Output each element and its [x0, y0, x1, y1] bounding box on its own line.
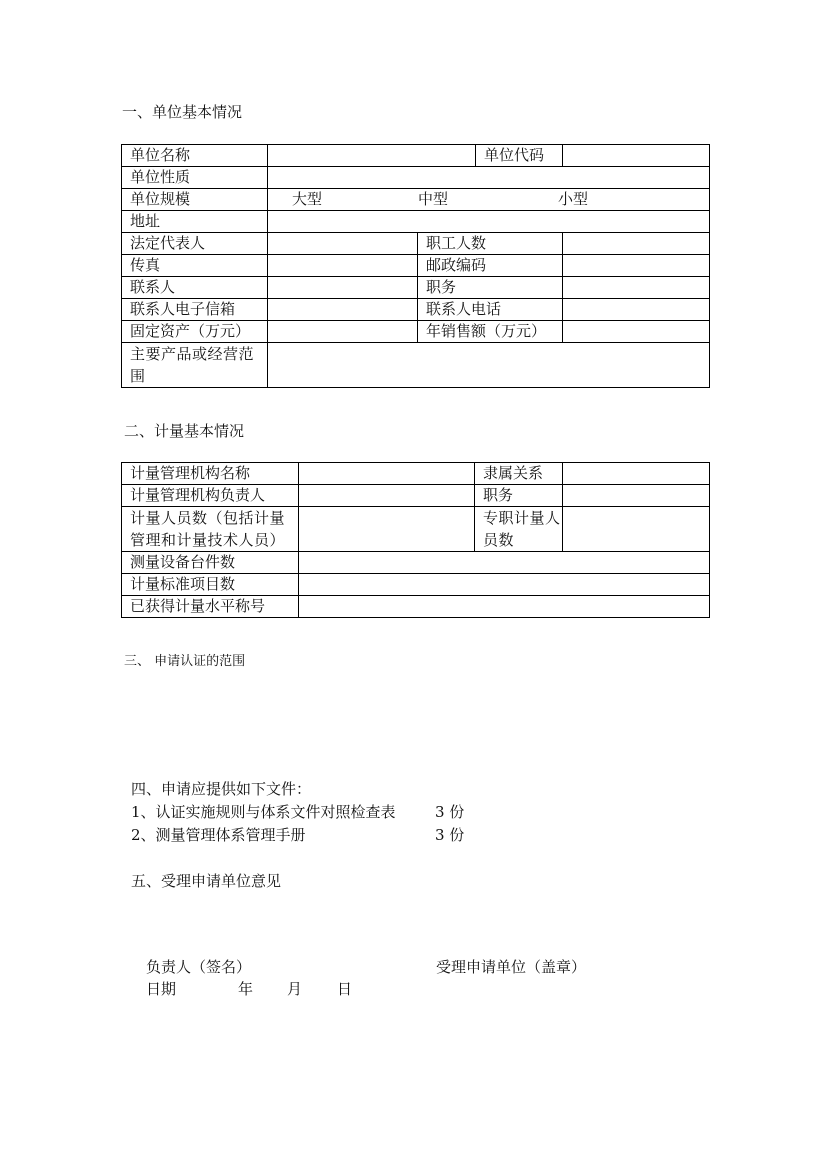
devices-label: 测量设备台件数 — [122, 552, 299, 574]
address-label: 地址 — [122, 211, 268, 233]
affiliation-label: 隶属关系 — [475, 463, 563, 485]
date-label: 日期 — [146, 980, 177, 998]
section3-title: 三、 申请认证的范围 — [124, 654, 246, 669]
phone-field[interactable] — [563, 299, 710, 321]
unit-name-field[interactable] — [268, 145, 476, 167]
org-head-field[interactable] — [299, 485, 475, 507]
org-position-label: 职务 — [475, 485, 563, 507]
document-item-1-count: 3 份 — [435, 803, 465, 821]
assets-label: 固定资产（万元） — [122, 321, 268, 343]
fulltime-staff-label: 专职计量人员数 — [475, 507, 563, 552]
unit-name-label: 单位名称 — [122, 145, 268, 167]
address-field[interactable] — [268, 211, 710, 233]
section4-title: 四、申请应提供如下文件： — [131, 780, 312, 798]
postcode-label: 邮政编码 — [418, 255, 563, 277]
standards-field[interactable] — [299, 574, 710, 596]
section1-title: 一、单位基本情况 — [122, 103, 243, 121]
affiliation-field[interactable] — [563, 463, 710, 485]
date-month-label: 月 — [287, 980, 303, 998]
opinion-area[interactable] — [131, 895, 709, 950]
postcode-field[interactable] — [563, 255, 710, 277]
scale-option-medium[interactable]: 中型 — [418, 190, 449, 208]
legal-rep-label: 法定代表人 — [122, 233, 268, 255]
phone-label: 联系人电话 — [418, 299, 563, 321]
fax-label: 传真 — [122, 255, 268, 277]
org-head-label: 计量管理机构负责人 — [122, 485, 299, 507]
fulltime-staff-field[interactable] — [563, 507, 710, 552]
unit-nature-label: 单位性质 — [122, 167, 268, 189]
document-item-2: 2、测量管理体系管理手册 — [131, 826, 306, 844]
unit-scale-label: 单位规模 — [122, 189, 268, 211]
fax-field[interactable] — [268, 255, 418, 277]
sales-label: 年销售额（万元） — [418, 321, 563, 343]
document-item-1: 1、认证实施规则与体系文件对照检查表 — [131, 803, 396, 821]
stamp-label: 受理申请单位（盖章） — [436, 958, 587, 976]
sales-field[interactable] — [563, 321, 710, 343]
certification-scope-area[interactable] — [124, 675, 709, 765]
section2-title: 二、计量基本情况 — [124, 422, 245, 440]
unit-code-label: 单位代码 — [476, 145, 563, 167]
legal-rep-field[interactable] — [268, 233, 418, 255]
products-field[interactable] — [268, 343, 710, 388]
email-label: 联系人电子信箱 — [122, 299, 268, 321]
position-field[interactable] — [563, 277, 710, 299]
scale-option-large[interactable]: 大型 — [292, 190, 323, 208]
signature-label: 负责人（签名） — [146, 958, 252, 976]
unit-code-field[interactable] — [563, 145, 710, 167]
staff-count-field[interactable] — [299, 507, 475, 552]
org-name-field[interactable] — [299, 463, 475, 485]
org-name-label: 计量管理机构名称 — [122, 463, 299, 485]
position-label: 职务 — [418, 277, 563, 299]
level-label: 已获得计量水平称号 — [122, 596, 299, 618]
unit-basic-info-table — [121, 144, 710, 388]
staff-count-label: 计量人员数（包括计量管理和计量技术人员） — [122, 507, 299, 552]
contact-label: 联系人 — [122, 277, 268, 299]
org-position-field[interactable] — [563, 485, 710, 507]
employees-label: 职工人数 — [418, 233, 563, 255]
assets-field[interactable] — [268, 321, 418, 343]
section5-title: 五、受理申请单位意见 — [131, 872, 282, 890]
date-day-label: 日 — [337, 980, 353, 998]
date-year-label: 年 — [238, 980, 254, 998]
unit-nature-field[interactable] — [268, 167, 710, 189]
unit-scale-options — [268, 189, 710, 211]
products-label: 主要产品或经营范围 — [122, 343, 268, 388]
level-field[interactable] — [299, 596, 710, 618]
email-field[interactable] — [268, 299, 418, 321]
standards-label: 计量标准项目数 — [122, 574, 299, 596]
devices-field[interactable] — [299, 552, 710, 574]
scale-option-small[interactable]: 小型 — [558, 190, 589, 208]
document-item-2-count: 3 份 — [435, 826, 465, 844]
contact-field[interactable] — [268, 277, 418, 299]
employees-field[interactable] — [563, 233, 710, 255]
measurement-info-table — [121, 462, 710, 618]
